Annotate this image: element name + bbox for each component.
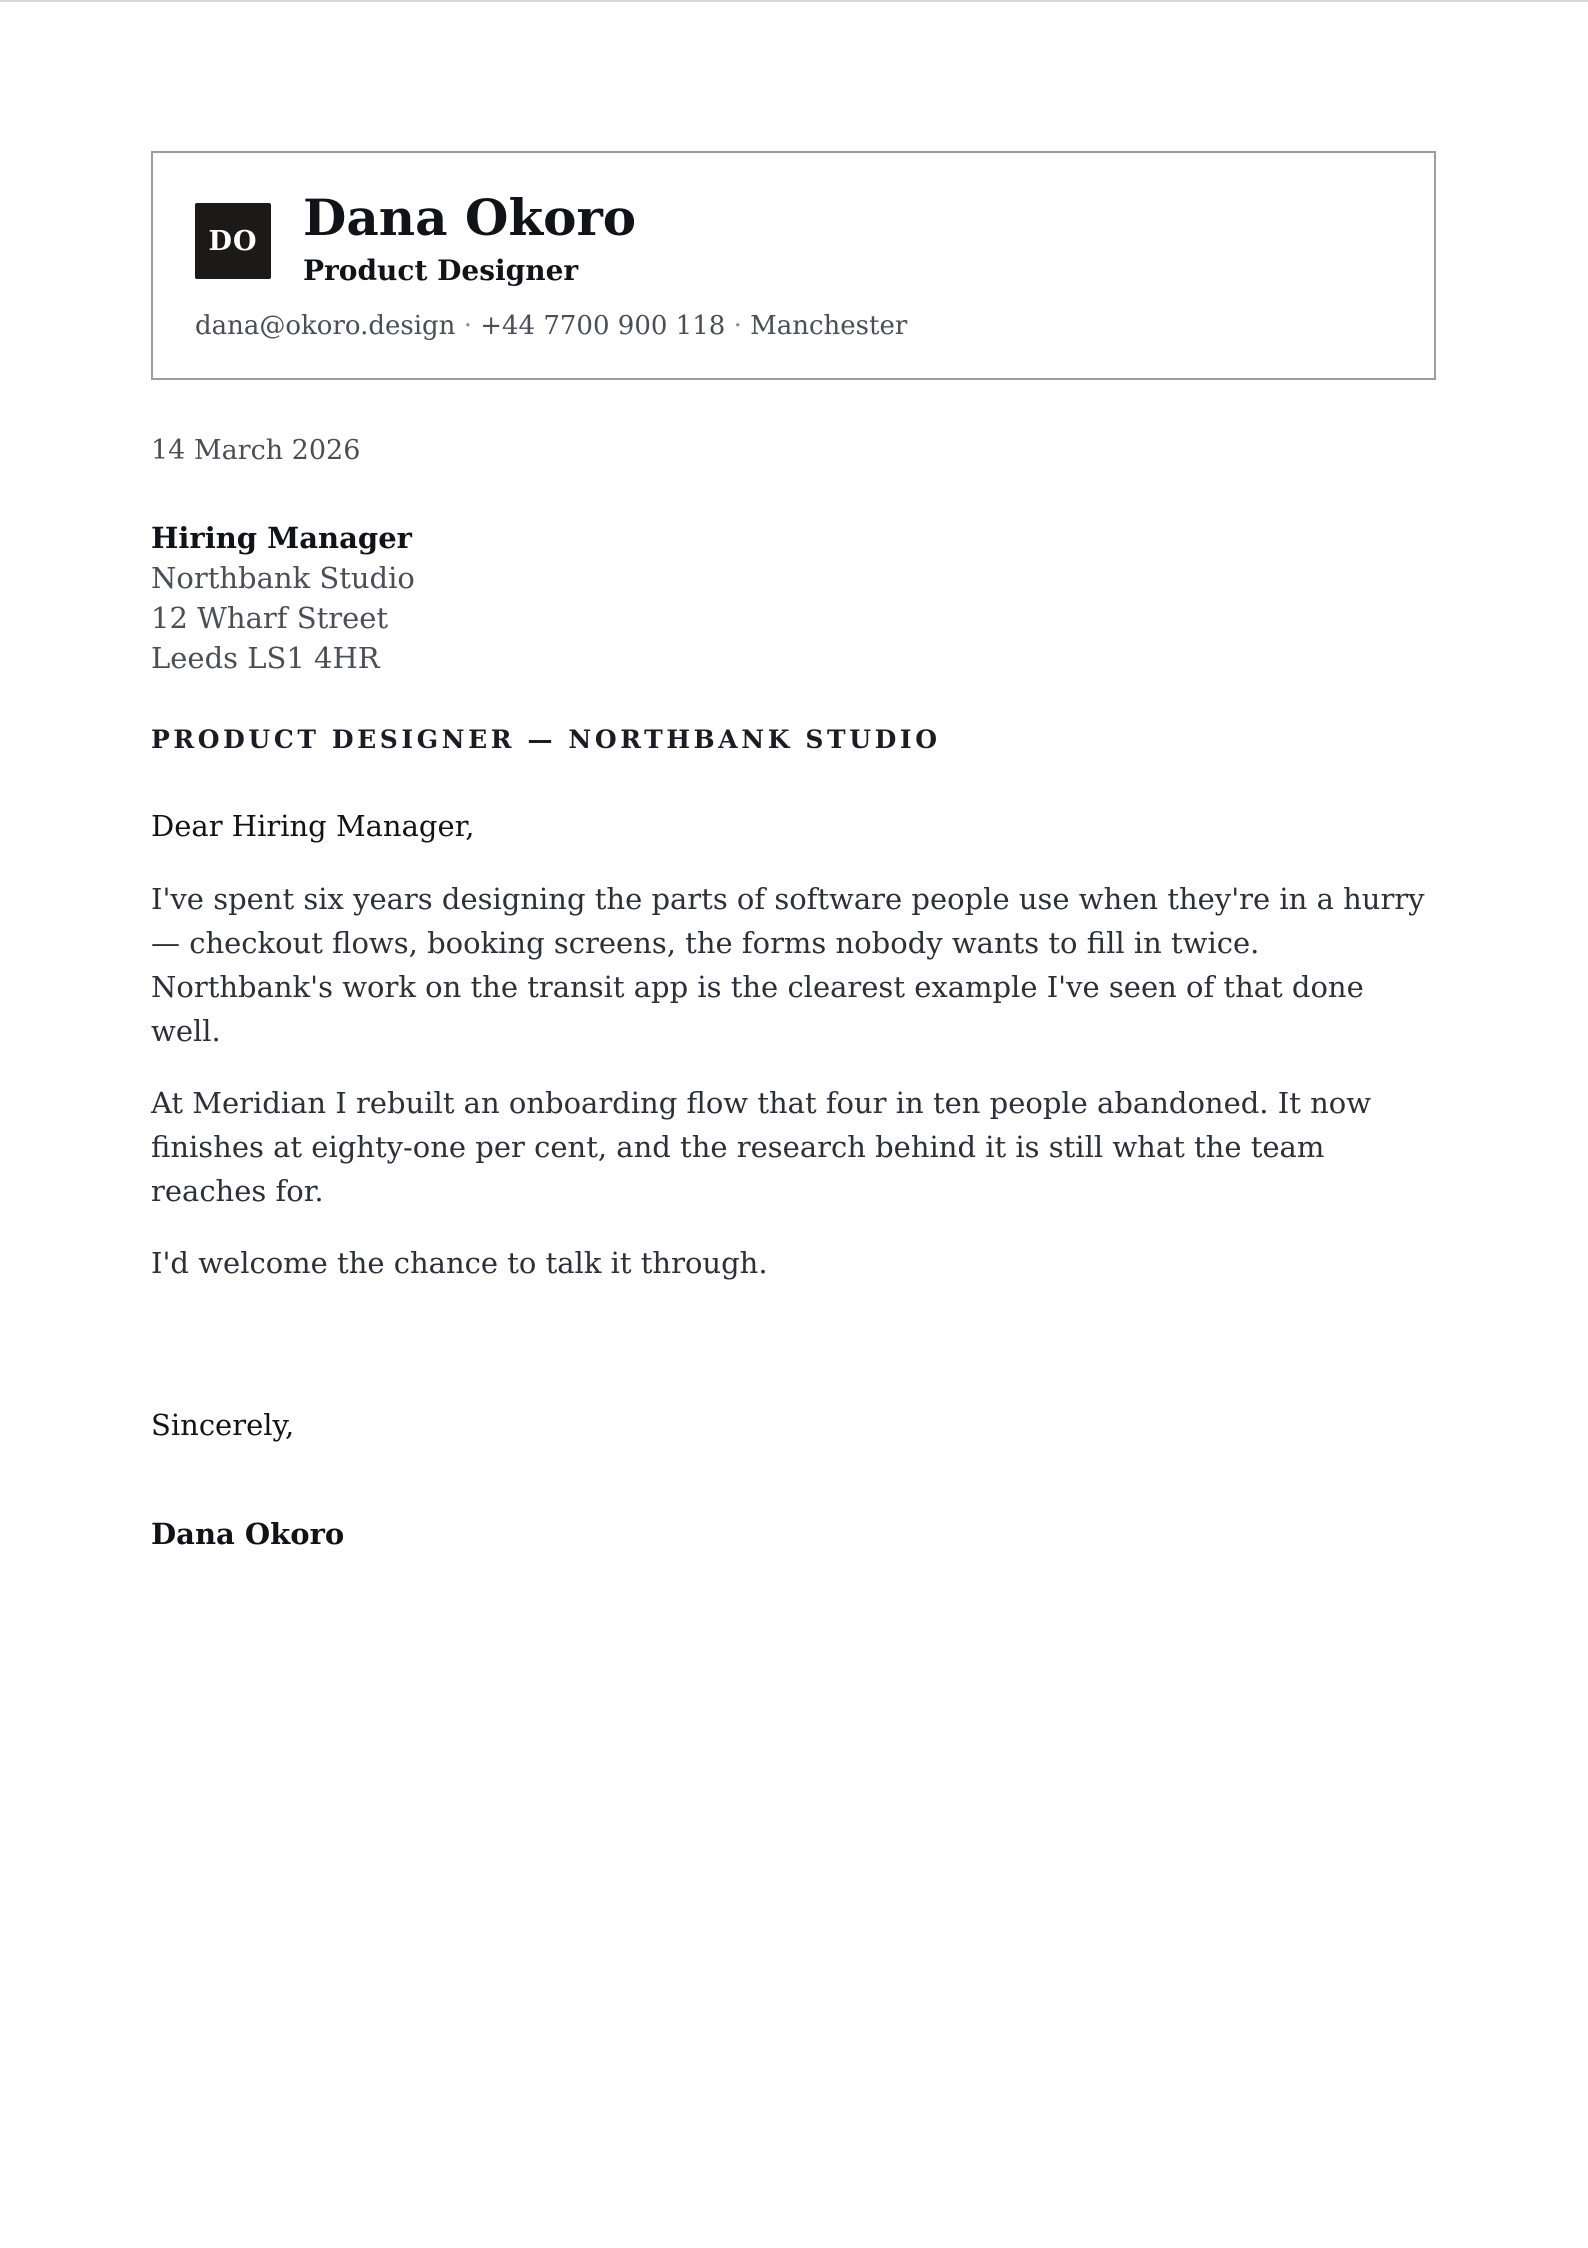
body-paragraph: I'd welcome the chance to talk it through. bbox=[151, 1246, 768, 1280]
body-paragraph: At Meridian I rebuilt an onboarding flow that four in ten people abandoned. It now finishes at eighty-one per cent, and the research behind it is still what the team reaches for. bbox=[151, 1086, 1372, 1208]
contact-separator: · bbox=[733, 311, 742, 341]
cover-letter-page bbox=[151, 151, 1436, 1551]
top-divider bbox=[0, 0, 1588, 2]
contact-location: Manchester bbox=[750, 311, 908, 341]
contact-separator: · bbox=[463, 311, 472, 341]
letterhead bbox=[151, 151, 1436, 380]
subject-line: PRODUCT DESIGNER — NORTHBANK STUDIO bbox=[151, 725, 941, 754]
signature-name: Dana Okoro bbox=[151, 1517, 345, 1551]
monogram-badge: DO bbox=[195, 203, 271, 279]
body-paragraph: I've spent six years designing the parts of software people use when they're in a hurry — checkout flows, booking screens, the forms nobody wants to fill in twice. Northbank's work on the transit app is the clearest example I've seen of that done well. bbox=[151, 882, 1425, 1048]
recipient-address bbox=[151, 518, 415, 678]
contact-line bbox=[195, 306, 907, 346]
sender-name: Dana Okoro bbox=[303, 188, 637, 247]
contact-phone[interactable]: +44 7700 900 118 bbox=[480, 311, 726, 341]
recipient-city: Leeds LS1 4HR bbox=[151, 641, 380, 675]
salutation: Dear Hiring Manager, bbox=[151, 809, 475, 843]
recipient-street: 12 Wharf Street bbox=[151, 601, 389, 635]
sender-role: Product Designer bbox=[303, 254, 579, 287]
closing: Sincerely, bbox=[151, 1408, 295, 1442]
recipient-name: Hiring Manager bbox=[151, 521, 412, 555]
contact-email[interactable]: dana@okoro.design bbox=[195, 311, 456, 341]
letter-body bbox=[151, 877, 1436, 1313]
letter-date: 14 March 2026 bbox=[151, 435, 361, 466]
recipient-company: Northbank Studio bbox=[151, 561, 415, 595]
